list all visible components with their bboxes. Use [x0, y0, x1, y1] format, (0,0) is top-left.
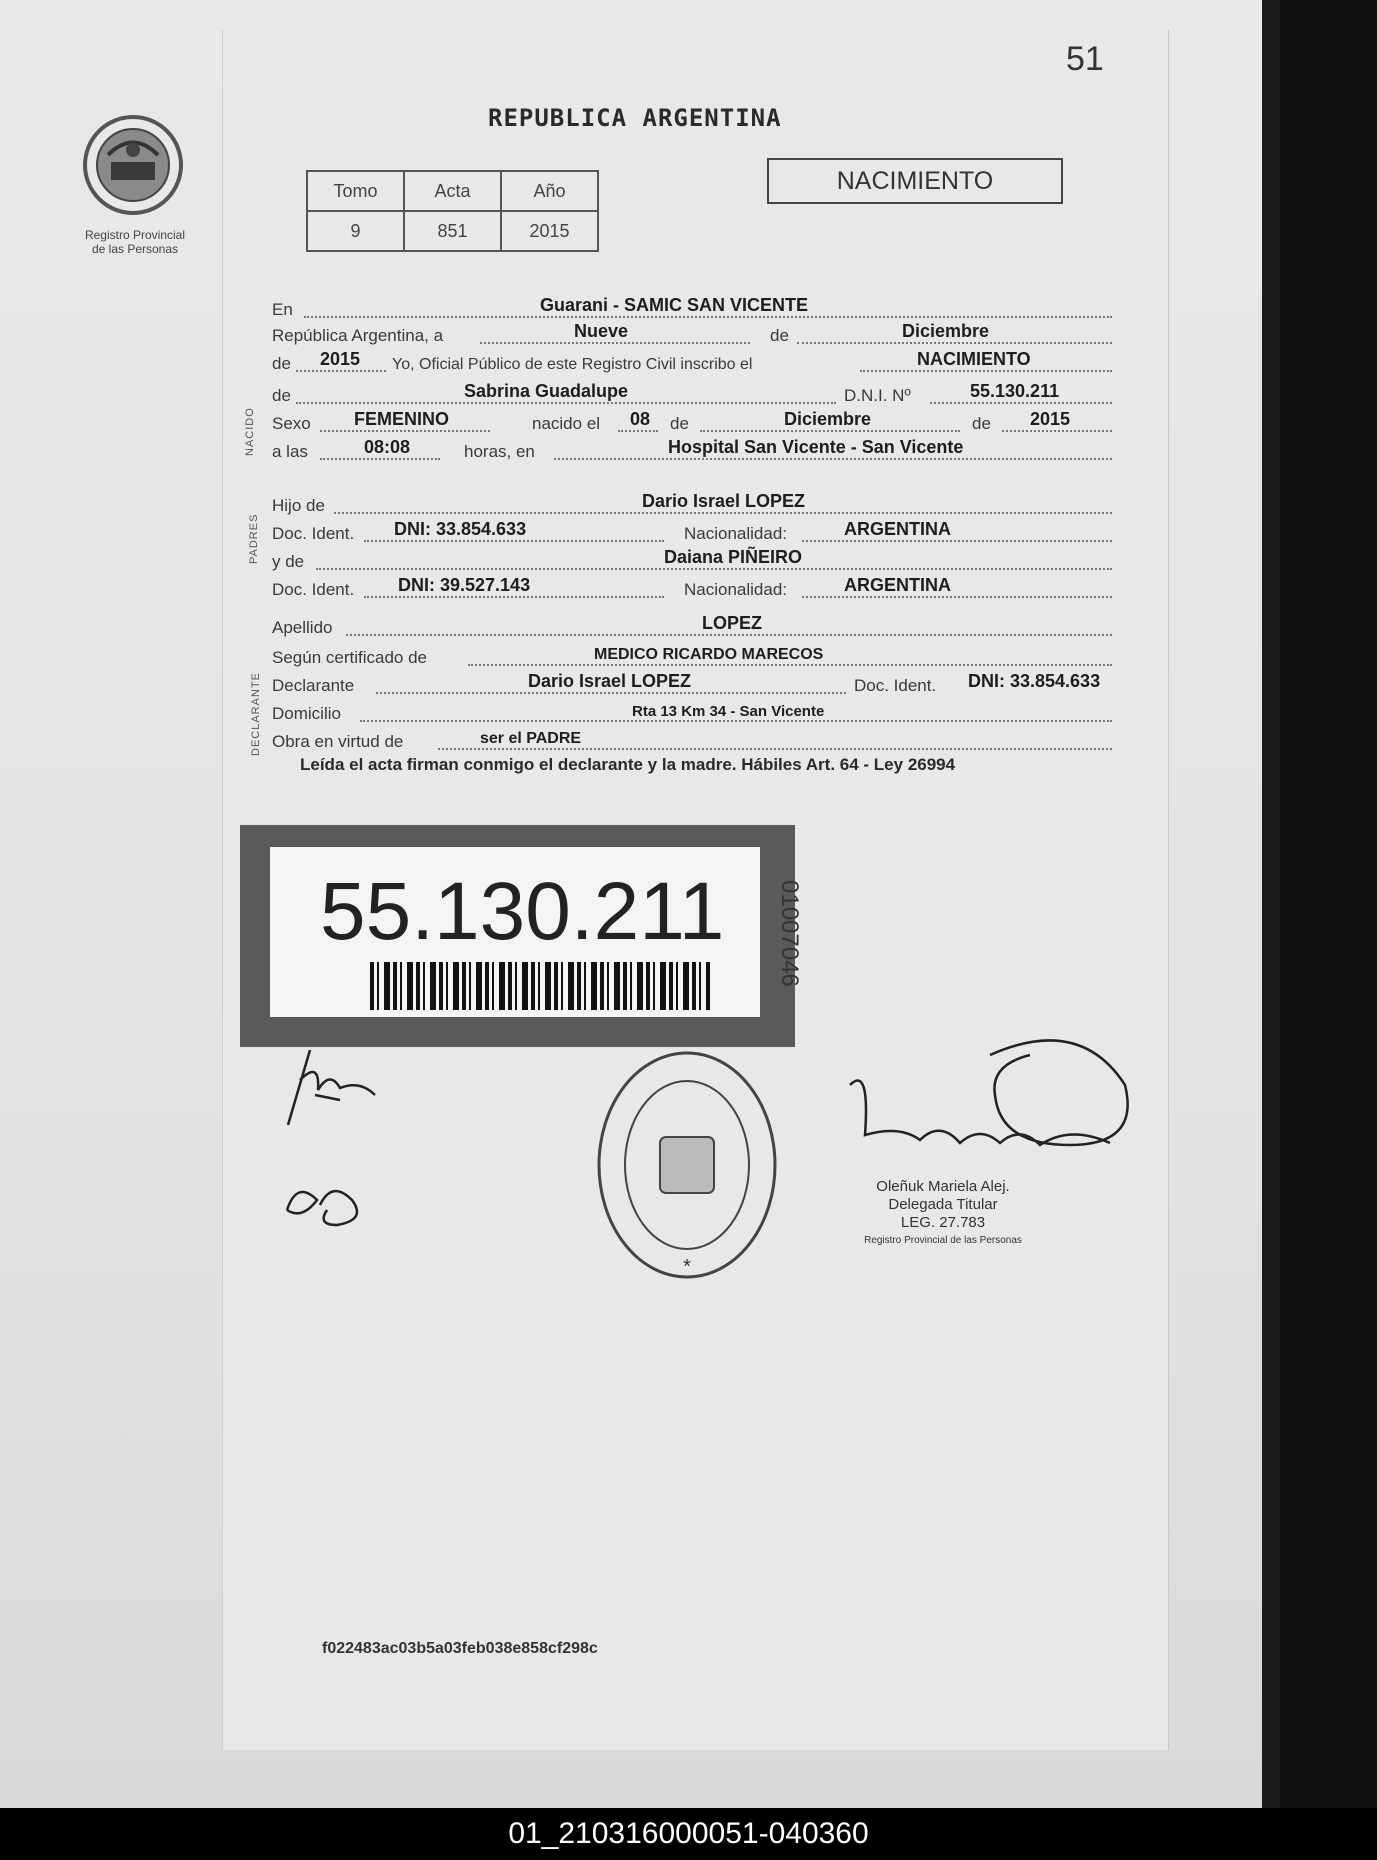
row-fecha	[272, 318, 1112, 348]
value-dia-nac: 08	[630, 409, 651, 429]
label-a-las: a las	[272, 442, 308, 461]
delegate-leg: LEG. 27.783	[900, 1214, 986, 1231]
row-nombre	[272, 378, 1112, 408]
act-type-box: NACIMIENTO	[767, 158, 1063, 204]
value-hora: 08:08	[364, 437, 411, 457]
value-domicilio: Rta 13 Km 34 - San Vicente	[632, 703, 825, 720]
label-en: En	[272, 300, 293, 319]
value-padre-nac: ARGENTINA	[844, 519, 951, 539]
label-nac-padre: Nacionalidad:	[684, 524, 788, 543]
label-de-nombre: de	[272, 386, 291, 405]
label-nac-madre: Nacionalidad:	[684, 580, 788, 599]
value-lugar: Guarani - SAMIC SAN VICENTE	[540, 295, 809, 315]
label-inscribo: Yo, Oficial Público de este Registro Civil inscribo el	[392, 356, 753, 373]
label-sexo: Sexo	[272, 414, 311, 433]
registry-caption-line1: Registro Provincial	[84, 228, 186, 242]
value-dia: Nueve	[574, 321, 629, 341]
value-tomo: 9	[307, 211, 404, 251]
value-acto: NACIMIENTO	[917, 349, 1031, 369]
sticker-number: 55.130.211	[320, 866, 725, 957]
value-acta: 851	[404, 211, 501, 251]
value-madre-doc: DNI: 39.527.143	[398, 575, 531, 595]
registry-caption-line2: de las Personas	[91, 242, 179, 256]
row-padre	[272, 488, 1112, 518]
label-horas-en: horas, en	[464, 442, 535, 461]
row-domicilio	[272, 696, 1112, 726]
value-mes: Diciembre	[902, 321, 990, 341]
row-madre	[272, 544, 1112, 574]
page-number: 51	[1066, 40, 1104, 78]
scan-border	[1280, 0, 1377, 1808]
label-de-mes: de	[670, 414, 689, 433]
row-certificado	[272, 640, 1112, 670]
barcode-icon	[370, 962, 710, 1010]
label-doc-padre: Doc. Ident.	[272, 524, 355, 543]
value-mes-nac: Diciembre	[784, 409, 872, 429]
row-hora	[272, 434, 1112, 464]
value-declarante-doc: DNI: 33.854.633	[968, 671, 1101, 691]
row-obra	[272, 724, 1112, 754]
row-sexo	[272, 406, 1112, 436]
label-domicilio: Domicilio	[272, 704, 341, 723]
label-nacido: nacido el	[532, 414, 601, 433]
document-hash: f022483ac03b5a03feb038e858cf298c	[322, 1640, 598, 1657]
closing-statement: Leída el acta firman conmigo el declarante y la madre. Hábiles Art. 64 - Ley 26994	[300, 755, 956, 774]
act-table-header	[307, 171, 598, 211]
scan-footer: 01_210316000051-040360	[0, 1808, 1377, 1860]
value-nombre: Sabrina Guadalupe	[464, 381, 629, 401]
label-de: de	[770, 326, 789, 345]
value-lugar-nac: Hospital San Vicente - San Vicente	[668, 437, 964, 457]
mother-signature-icon	[282, 1175, 372, 1235]
dni-sticker	[240, 825, 795, 1047]
header-acta: Acta	[404, 171, 501, 211]
label-doc-madre: Doc. Ident.	[272, 580, 355, 599]
row-apellido	[272, 610, 1112, 640]
value-padre: Dario Israel LOPEZ	[642, 491, 806, 511]
act-reference-table	[306, 170, 599, 252]
delegate-name: Oleñuk Mariela Alej.	[876, 1178, 1010, 1195]
declarant-signature-icon	[280, 1050, 390, 1130]
delegate-block	[848, 1178, 1038, 1250]
header-anio: Año	[501, 171, 598, 211]
sticker-serial: 01007046	[776, 880, 803, 987]
value-anio: 2015	[320, 349, 361, 369]
svg-text:*: *	[683, 1256, 691, 1278]
side-label-declarante: DECLARANTE	[250, 672, 262, 756]
value-declarante: Dario Israel LOPEZ	[528, 671, 692, 691]
value-apellido: LOPEZ	[702, 613, 763, 633]
value-sexo: FEMENINO	[354, 409, 450, 429]
row-madre-doc	[272, 572, 1112, 602]
label-apellido: Apellido	[272, 618, 333, 637]
value-madre-nac: ARGENTINA	[844, 575, 951, 595]
delegate-office: Registro Provincial de las Personas	[864, 1235, 1022, 1246]
value-obra: ser el PADRE	[480, 730, 582, 747]
label-de-anio-nac: de	[972, 414, 991, 433]
row-padre-doc	[272, 516, 1112, 546]
province-seal-icon	[78, 110, 188, 220]
page-edge	[1262, 0, 1280, 1808]
label-republica: República Argentina, a	[272, 326, 444, 345]
registry-caption	[70, 228, 200, 256]
value-anio-nac: 2015	[1030, 409, 1071, 429]
value-padre-doc: DNI: 33.854.633	[394, 519, 527, 539]
value-madre: Daiana PIÑEIRO	[664, 547, 803, 567]
side-label-nacido: NACIDO	[244, 407, 256, 456]
document-title: REPUBLICA ARGENTINA	[488, 104, 782, 132]
label-segun: Según certificado de	[272, 648, 427, 667]
label-hijo-de: Hijo de	[272, 496, 325, 515]
label-de-anio: de	[272, 354, 291, 373]
row-inscripcion	[272, 346, 1112, 376]
label-doc-declarante: Doc. Ident.	[854, 676, 937, 695]
row-declarante	[272, 668, 1112, 698]
label-y-de: y de	[272, 552, 305, 571]
registry-stamp-icon	[592, 1045, 782, 1285]
delegate-role: Delegada Titular	[888, 1196, 998, 1213]
label-dni: D.N.I. Nº	[844, 386, 911, 405]
side-label-padres: PADRES	[248, 513, 260, 564]
officer-signature-icon	[840, 1025, 1140, 1190]
sticker-label	[270, 847, 760, 1017]
value-certificado: MEDICO RICARDO MARECOS	[594, 646, 824, 663]
act-table-values	[307, 211, 598, 251]
label-declarante: Declarante	[272, 676, 355, 695]
header-tomo: Tomo	[307, 171, 404, 211]
label-obra: Obra en virtud de	[272, 732, 404, 751]
value-anio: 2015	[501, 211, 598, 251]
value-dni: 55.130.211	[970, 381, 1060, 401]
